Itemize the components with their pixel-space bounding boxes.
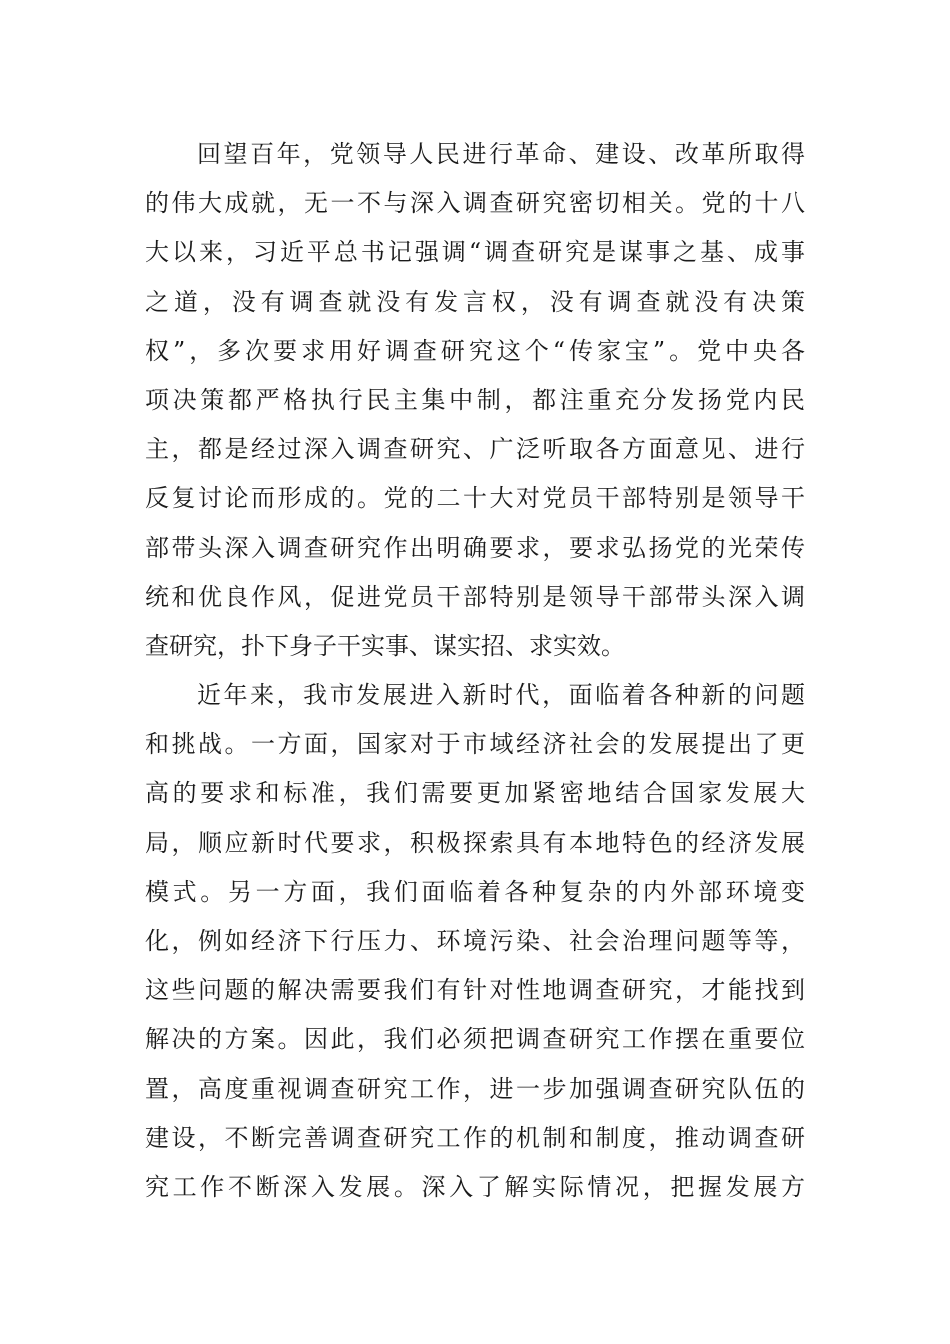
paragraph-line: 置，高度重视调查研究工作，进一步加强调查研究队伍的 (145, 1074, 805, 1103)
paragraph-line: 统和优良作风，促进党员干部特别是领导干部带头深入调 (145, 582, 805, 611)
paragraph-line: 大以来，习近平总书记强调“调查研究是谋事之基、成事 (145, 238, 805, 267)
paragraph-line: 究工作不断深入发展。深入了解实际情况，把握发展方 (145, 1172, 805, 1201)
paragraph-line: 模式。另一方面，我们面临着各种复杂的内外部环境变 (145, 877, 805, 906)
paragraph-2 (145, 671, 805, 1212)
paragraph-line: 化，例如经济下行压力、环境污染、社会治理问题等等， (145, 927, 805, 955)
paragraph-line: 高的要求和标准，我们需要更加紧密地结合国家发展大 (145, 779, 805, 808)
paragraph-line: 回望百年，党领导人民进行革命、建设、改革所取得 (197, 140, 805, 168)
paragraph-line: 查研究，扑下身子干实事、谋实招、求实效。 (145, 631, 625, 660)
body-text (145, 130, 805, 1212)
paragraph-1 (145, 130, 805, 671)
paragraph-line: 解决的方案。因此，我们必须把调查研究工作摆在重要位 (145, 1025, 805, 1054)
paragraph-line: 反复讨论而形成的。党的二十大对党员干部特别是领导干 (145, 484, 805, 513)
paragraph-line: 项决策都严格执行民主集中制，都注重充分发扬党内民 (145, 385, 805, 414)
paragraph-line: 和挑战。一方面，国家对于市域经济社会的发展提出了更 (145, 730, 805, 759)
paragraph-line: 近年来，我市发展进入新时代，面临着各种新的问题 (197, 681, 805, 710)
paragraph-line: 之道，没有调查就没有发言权，没有调查就没有决策 (145, 287, 805, 316)
paragraph-line: 权”，多次要求用好调查研究这个“传家宝”。党中央各 (145, 336, 805, 365)
paragraph-line: 这些问题的解决需要我们有针对性地调查研究，才能找到 (145, 976, 805, 1005)
paragraph-line: 主，都是经过深入调查研究、广泛听取各方面意见、进行 (145, 435, 805, 464)
paragraph-line: 局，顺应新时代要求，积极探索具有本地特色的经济发展 (145, 828, 805, 857)
paragraph-line: 建设，不断完善调查研究工作的机制和制度，推动调查研 (145, 1123, 805, 1152)
paragraph-line: 的伟大成就，无一不与深入调查研究密切相关。党的十八 (145, 189, 805, 218)
paragraph-line: 部带头深入调查研究作出明确要求，要求弘扬党的光荣传 (145, 533, 805, 562)
